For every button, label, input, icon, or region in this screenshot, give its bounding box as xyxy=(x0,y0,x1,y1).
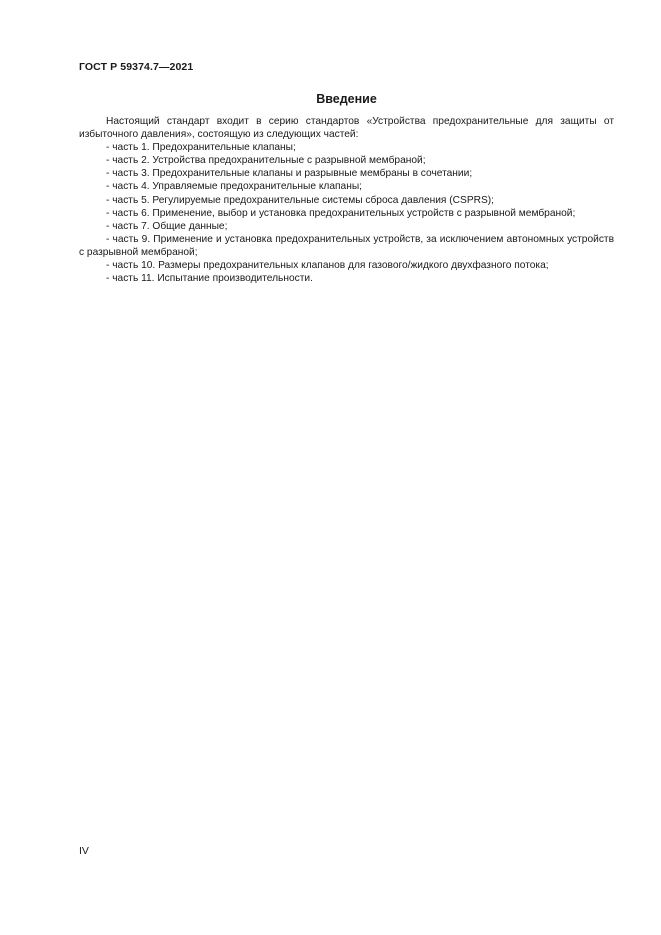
list-item: - часть 4. Управляемые предохранительные клапаны; xyxy=(106,181,362,193)
list-item: - часть 7. Общие данные; xyxy=(106,220,228,232)
section-title: Введение xyxy=(316,92,377,106)
list-item: - часть 9. Применение и установка предохранительных устройств, за исключением автономных устройств с разрывной мембраной; xyxy=(79,233,614,258)
list-item: - часть 11. Испытание производительности. xyxy=(106,273,313,285)
page-number: IV xyxy=(79,845,89,857)
list-item: - часть 10. Размеры предохранительных клапанов для газового/жидкого двухфазного потока; xyxy=(106,260,549,272)
list-item: - часть 3. Предохранительные клапаны и разрывные мембраны в сочетании; xyxy=(106,168,473,180)
intro-paragraph: Настоящий стандарт входит в серию стандартов «Устройства предохранительные для защиты от избыточного давления», состоящую из следующих частей: xyxy=(79,116,614,141)
document-header-code: ГОСТ Р 59374.7—2021 xyxy=(79,61,194,73)
list-item: - часть 2. Устройства предохранительные с разрывной мембраной; xyxy=(106,155,426,167)
list-item: - часть 5. Регулируемые предохранительные системы сброса давления (CSPRS); xyxy=(106,194,494,206)
list-item: - часть 6. Применение, выбор и установка предохранительных устройств с разрывной мембраной; xyxy=(106,207,576,219)
section-body xyxy=(79,115,614,285)
list-item: - часть 1. Предохранительные клапаны; xyxy=(106,142,296,154)
